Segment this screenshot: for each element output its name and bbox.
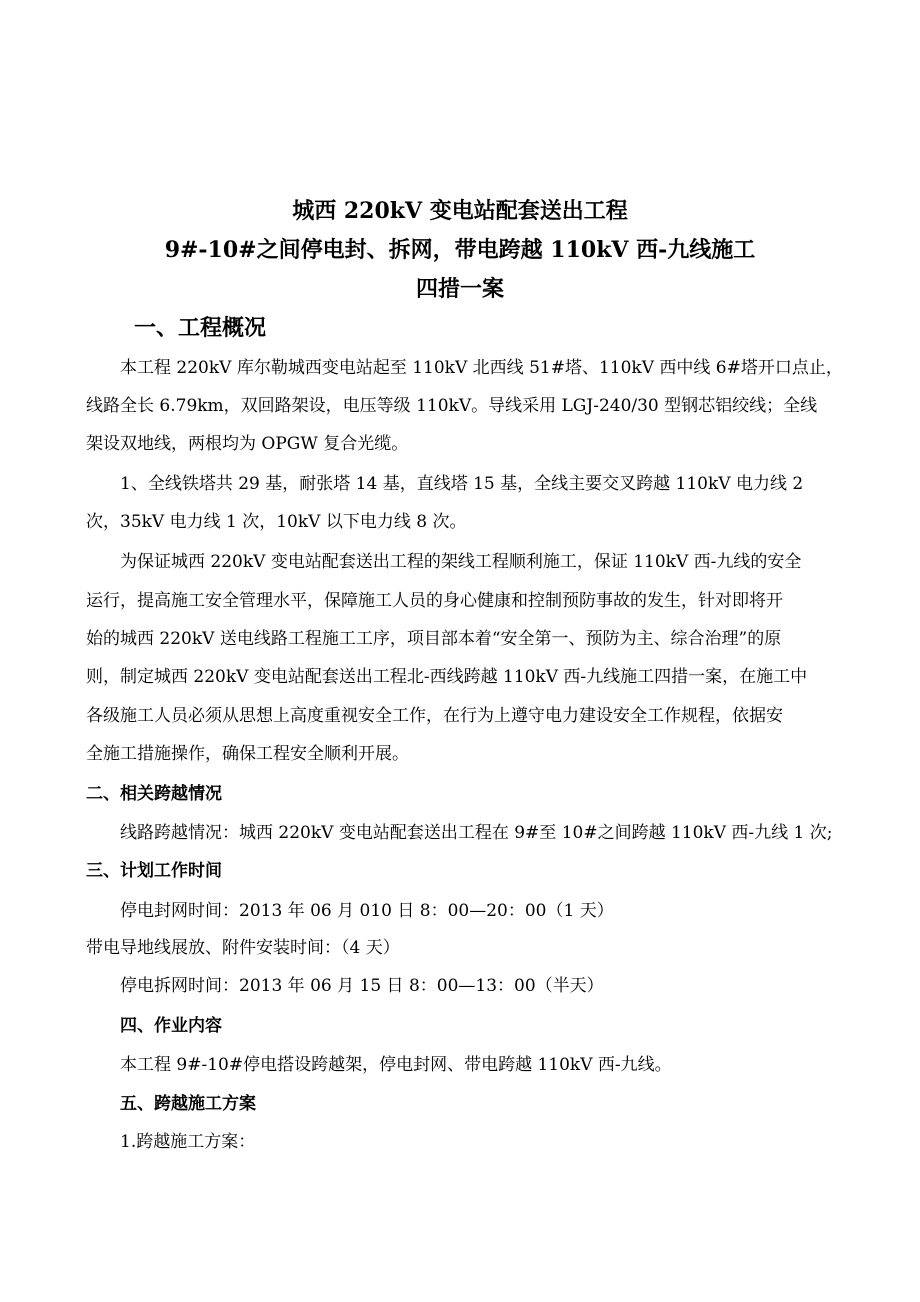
section-5-heading: 五、跨越施工方案 xyxy=(120,1094,256,1114)
section-3-line-1: 停电封网时间：2013 年 06 月 010 日 8：00—20：00（1 天） xyxy=(120,901,614,921)
section-1-paragraph-2-line-2: 次，35kV 电力线 1 次，10kV 以下电力线 8 次。 xyxy=(86,512,467,532)
section-1-paragraph-1-line-3: 架设双地线，两根均为 OPGW 复合光缆。 xyxy=(86,434,409,454)
section-4-text: 本工程 9#-10#停电搭设跨越架，停电封网、带电跨越 110kV 西-九线。 xyxy=(120,1055,672,1075)
section-1-paragraph-1-line-2: 线路全长 6.79km，双回路架设，电压等级 110kV。导线采用 LGJ-240/30 型钢芯铝绞线；全线 xyxy=(86,396,818,416)
document-title-line-1: 城西 220kV 变电站配套送出工程 xyxy=(292,198,628,224)
section-2-heading: 二、相关跨越情况 xyxy=(86,784,222,804)
section-4-heading: 四、作业内容 xyxy=(120,1016,222,1036)
section-3-line-3: 停电拆网时间：2013 年 06 月 15 日 8：00—13：00（半天） xyxy=(120,976,604,996)
section-1-heading: 一、工程概况 xyxy=(134,315,267,341)
document-title-line-2: 9#-10#之间停电封、拆网，带电跨越 110kV 西-九线施工 xyxy=(164,237,756,263)
section-3-heading: 三、计划工作时间 xyxy=(86,861,222,881)
section-1-paragraph-3-line-3: 始的城西 220kV 送电线路工程施工工序，项目部本着“安全第一、预防为主、综合治理”的原 xyxy=(86,629,782,649)
section-1-paragraph-3-line-6: 全施工措施操作，确保工程安全顺利开展。 xyxy=(86,744,409,764)
section-1-paragraph-3-line-1: 为保证城西 220kV 变电站配套送出工程的架线工程顺利施工，保证 110kV 西-九线的安全 xyxy=(120,552,802,572)
section-1-paragraph-3-line-4: 则，制定城西 220kV 变电站配套送出工程北-西线跨越 110kV 西-九线施工四措一案，在施工中 xyxy=(86,667,808,687)
section-1-paragraph-2-line-1: 1、全线铁塔共 29 基，耐张塔 14 基，直线塔 15 基，全线主要交叉跨越 110kV 电力线 2 xyxy=(120,474,804,494)
section-1-paragraph-1-line-1: 本工程 220kV 库尔勒城西变电站起至 110kV 北西线 51#塔、110kV 西中线 6#塔开口点止， xyxy=(120,358,843,378)
section-1-paragraph-3-line-5: 各级施工人员必须从思想上高度重视安全工作，在行为上遵守电力建设安全工作规程，依据安 xyxy=(86,706,783,726)
section-5-item-1: 1.跨越施工方案： xyxy=(120,1132,256,1152)
section-1-paragraph-3-line-2: 运行，提高施工安全管理水平，保障施工人员的身心健康和控制预防事故的发生，针对即将开 xyxy=(86,591,783,611)
document-title-line-3: 四措一案 xyxy=(415,276,504,302)
section-3-line-2: 带电导地线展放、附件安装时间：（4 天） xyxy=(86,938,400,958)
section-2-text: 线路跨越情况：城西 220kV 变电站配套送出工程在 9#至 10#之间跨越 110kV 西-九线 1 次; xyxy=(120,823,833,843)
